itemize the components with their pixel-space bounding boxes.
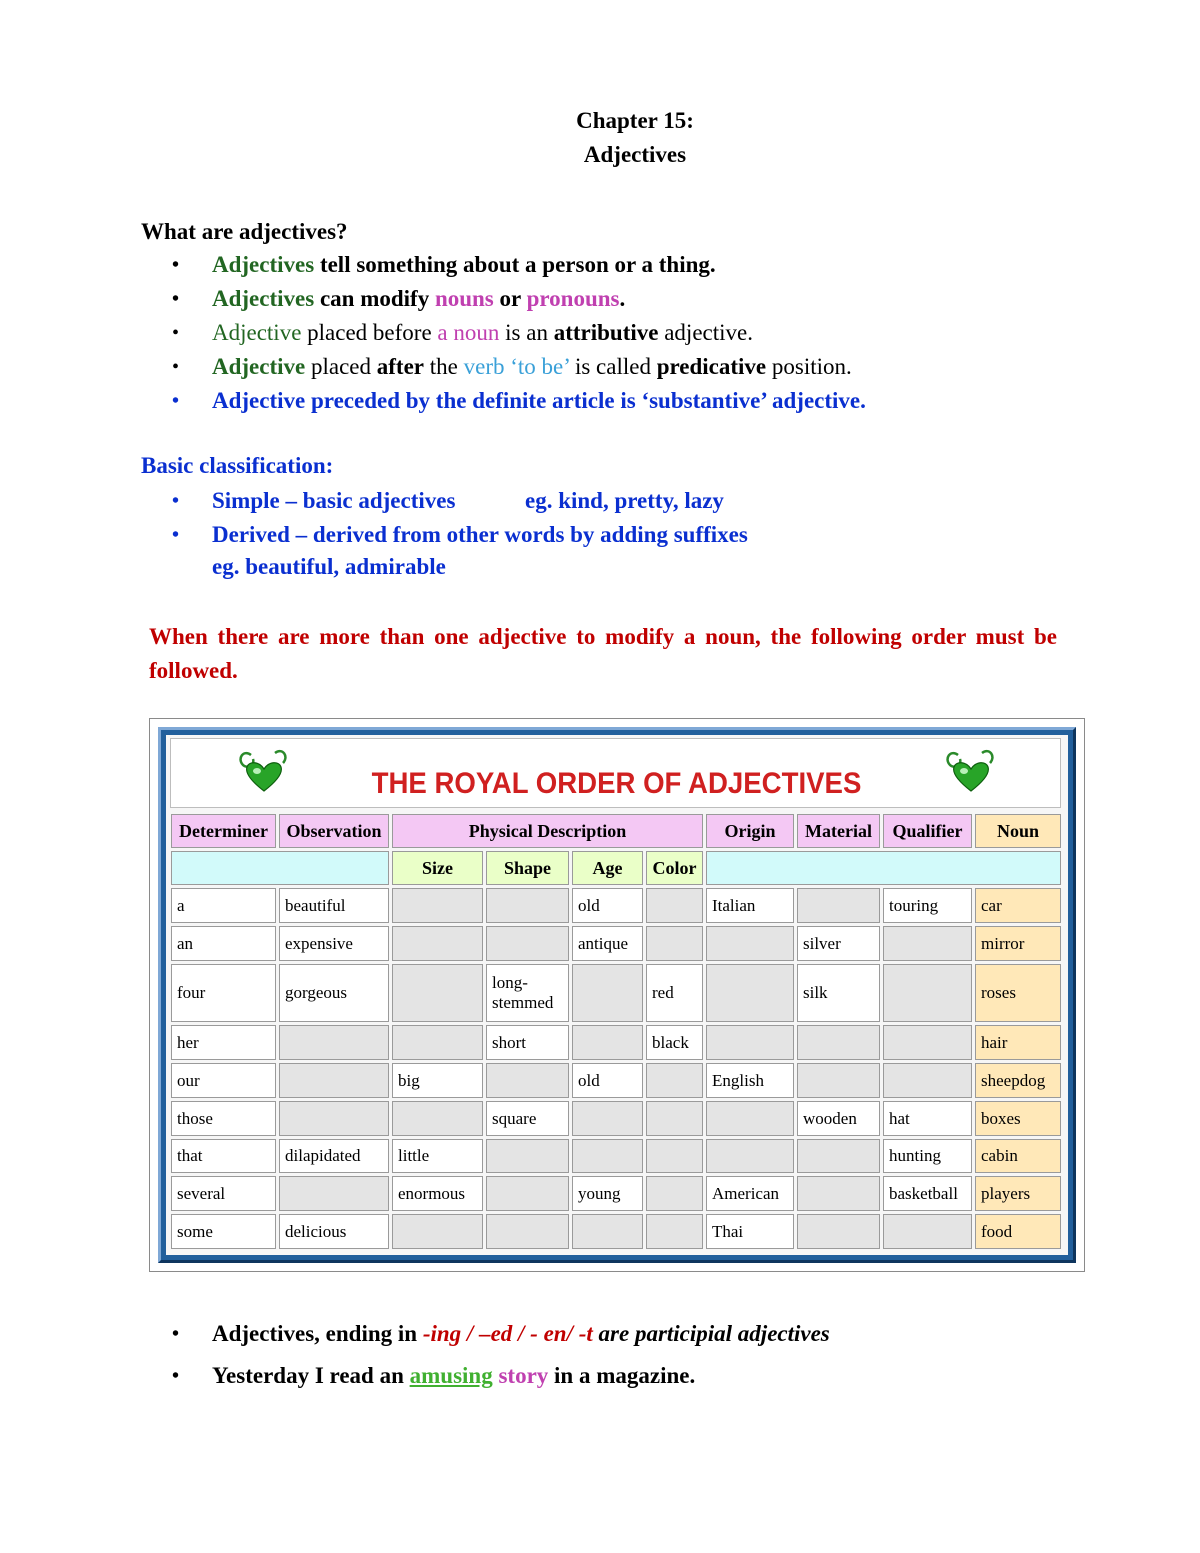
table-cell: that [171, 1139, 276, 1173]
table-cell: red [646, 964, 703, 1022]
table-cell [572, 1139, 643, 1173]
table-cell [646, 1214, 703, 1249]
table-cell [646, 1063, 703, 1098]
table-cell: little [392, 1139, 483, 1173]
table-title: THE ROYAL ORDER OF ADJECTIVES [371, 767, 862, 800]
table-cell [572, 1025, 643, 1060]
table-cell [797, 1214, 880, 1249]
header-physical-description: Physical Description [392, 814, 703, 848]
subheader-shape: Shape [486, 851, 569, 885]
subheader-blank [171, 851, 389, 885]
table-cell: silk [797, 964, 880, 1022]
table-cell [883, 1214, 972, 1249]
header-qualifier: Qualifier [883, 814, 972, 848]
table-cell: young [572, 1176, 643, 1211]
table-cell: touring [883, 888, 972, 923]
table-cell: those [171, 1101, 276, 1136]
table-cell [279, 1176, 389, 1211]
classification-item: • Derived – derived from other words by adding suffixes [172, 518, 748, 552]
table-cell: players [975, 1176, 1061, 1211]
table-cell: long-stemmed [486, 964, 569, 1022]
table-cell [706, 926, 794, 961]
definition-item: • Adjectives can modify nouns or pronouns. [172, 282, 852, 316]
header-material: Material [797, 814, 880, 848]
table-cell: American [706, 1176, 794, 1211]
table-cell: old [572, 1063, 643, 1098]
derived-example: eg. beautiful, admirable [212, 554, 446, 579]
table-cell [797, 1025, 880, 1060]
table-cell: old [572, 888, 643, 923]
table-cell: antique [572, 926, 643, 961]
table-cell: some [171, 1214, 276, 1249]
table-cell: square [486, 1101, 569, 1136]
definition-item: • Adjective placed before a noun is an attributive adjective. [172, 316, 852, 350]
table-cell: Thai [706, 1214, 794, 1249]
table-cell [706, 964, 794, 1022]
table-cell: dilapidated [279, 1139, 389, 1173]
subheader-age: Age [572, 851, 643, 885]
table-cell [572, 1214, 643, 1249]
table-cell [646, 888, 703, 923]
section-heading-what: What are adjectives? [141, 219, 348, 244]
table-cell: hair [975, 1025, 1061, 1060]
substantive-list [172, 384, 866, 418]
table-cell [486, 926, 569, 961]
table-cell: black [646, 1025, 703, 1060]
participial-item: • Adjectives, ending in -ing / –ed / - en/ -t are participial adjectives [172, 1313, 830, 1355]
table-cell: mirror [975, 926, 1061, 961]
table-cell [392, 888, 483, 923]
table-cell [392, 1101, 483, 1136]
table-cell [572, 964, 643, 1022]
table-cell: roses [975, 964, 1061, 1022]
table-cell: short [486, 1025, 569, 1060]
subheader-blank [706, 851, 1061, 885]
table-cell [797, 1176, 880, 1211]
table-cell [883, 964, 972, 1022]
chapter-number: Chapter 15: [576, 108, 694, 133]
table-cell: silver [797, 926, 880, 961]
header-noun: Noun [975, 814, 1061, 848]
table-cell [279, 1025, 389, 1060]
table-cell: big [392, 1063, 483, 1098]
table-cell [486, 1214, 569, 1249]
table-cell [706, 1139, 794, 1173]
table-cell [486, 1139, 569, 1173]
figure-inner [166, 735, 1068, 1255]
table-cell: wooden [797, 1101, 880, 1136]
table-cell [706, 1101, 794, 1136]
table-cell [646, 1139, 703, 1173]
table-cell [392, 964, 483, 1022]
header-observation: Observation [279, 814, 389, 848]
table-cell [883, 1063, 972, 1098]
table-cell [706, 1025, 794, 1060]
definition-item: • Adjectives tell something about a person or a thing. [172, 248, 852, 282]
table-cell: food [975, 1214, 1061, 1249]
table-cell [646, 926, 703, 961]
table-banner [170, 738, 1061, 808]
table-cell: sheepdog [975, 1063, 1061, 1098]
table-cell [646, 1101, 703, 1136]
table-cell [572, 1101, 643, 1136]
chapter-title: Adjectives [583, 142, 687, 167]
header-determiner: Determiner [171, 814, 276, 848]
table-cell [797, 888, 880, 923]
table-cell: four [171, 964, 276, 1022]
table-cell: Italian [706, 888, 794, 923]
figure-frame [158, 727, 1076, 1263]
classification-item: • Simple – basic adjectives eg. kind, pretty, lazy [172, 484, 748, 518]
definition-item: • Adjective preceded by the definite article is ‘substantive’ adjective. [172, 384, 866, 418]
table-cell: an [171, 926, 276, 961]
table-cell: basketball [883, 1176, 972, 1211]
table-cell: several [171, 1176, 276, 1211]
table-cell: a [171, 888, 276, 923]
table-cell: cabin [975, 1139, 1061, 1173]
subheader-size: Size [392, 851, 483, 885]
table-cell: expensive [279, 926, 389, 961]
table-cell: her [171, 1025, 276, 1060]
table-cell: hunting [883, 1139, 972, 1173]
table-cell [486, 1063, 569, 1098]
order-rule-text: When there are more than one adjective to modify a noun, the following order must be followed. [149, 624, 1057, 683]
royal-order-figure [149, 718, 1085, 1272]
header-origin: Origin [706, 814, 794, 848]
table-cell [797, 1139, 880, 1173]
subheader-color: Color [646, 851, 703, 885]
table-cell [279, 1101, 389, 1136]
table-cell: gorgeous [279, 964, 389, 1022]
table-cell: car [975, 888, 1061, 923]
table-cell: English [706, 1063, 794, 1098]
table-cell [797, 1063, 880, 1098]
definition-item: • Adjective placed after the verb ‘to be’ is called predicative position. [172, 350, 852, 384]
example-item: • Yesterday I read an amusing story in a magazine. [172, 1355, 830, 1397]
table-cell [392, 926, 483, 961]
table-cell [279, 1063, 389, 1098]
participial-list [172, 1313, 830, 1397]
table-cell: enormous [392, 1176, 483, 1211]
classification-list [172, 484, 748, 552]
table-cell [883, 926, 972, 961]
table-cell: hat [883, 1101, 972, 1136]
table-cell [392, 1214, 483, 1249]
table-cell [883, 1025, 972, 1060]
table-cell [486, 888, 569, 923]
section-heading-basic: Basic classification: [141, 453, 334, 478]
table-cell [486, 1176, 569, 1211]
table-cell: beautiful [279, 888, 389, 923]
table-cell: boxes [975, 1101, 1061, 1136]
table-cell [392, 1025, 483, 1060]
definition-list [172, 248, 852, 384]
table-cell: our [171, 1063, 276, 1098]
table-cell [646, 1176, 703, 1211]
table-cell: delicious [279, 1214, 389, 1249]
